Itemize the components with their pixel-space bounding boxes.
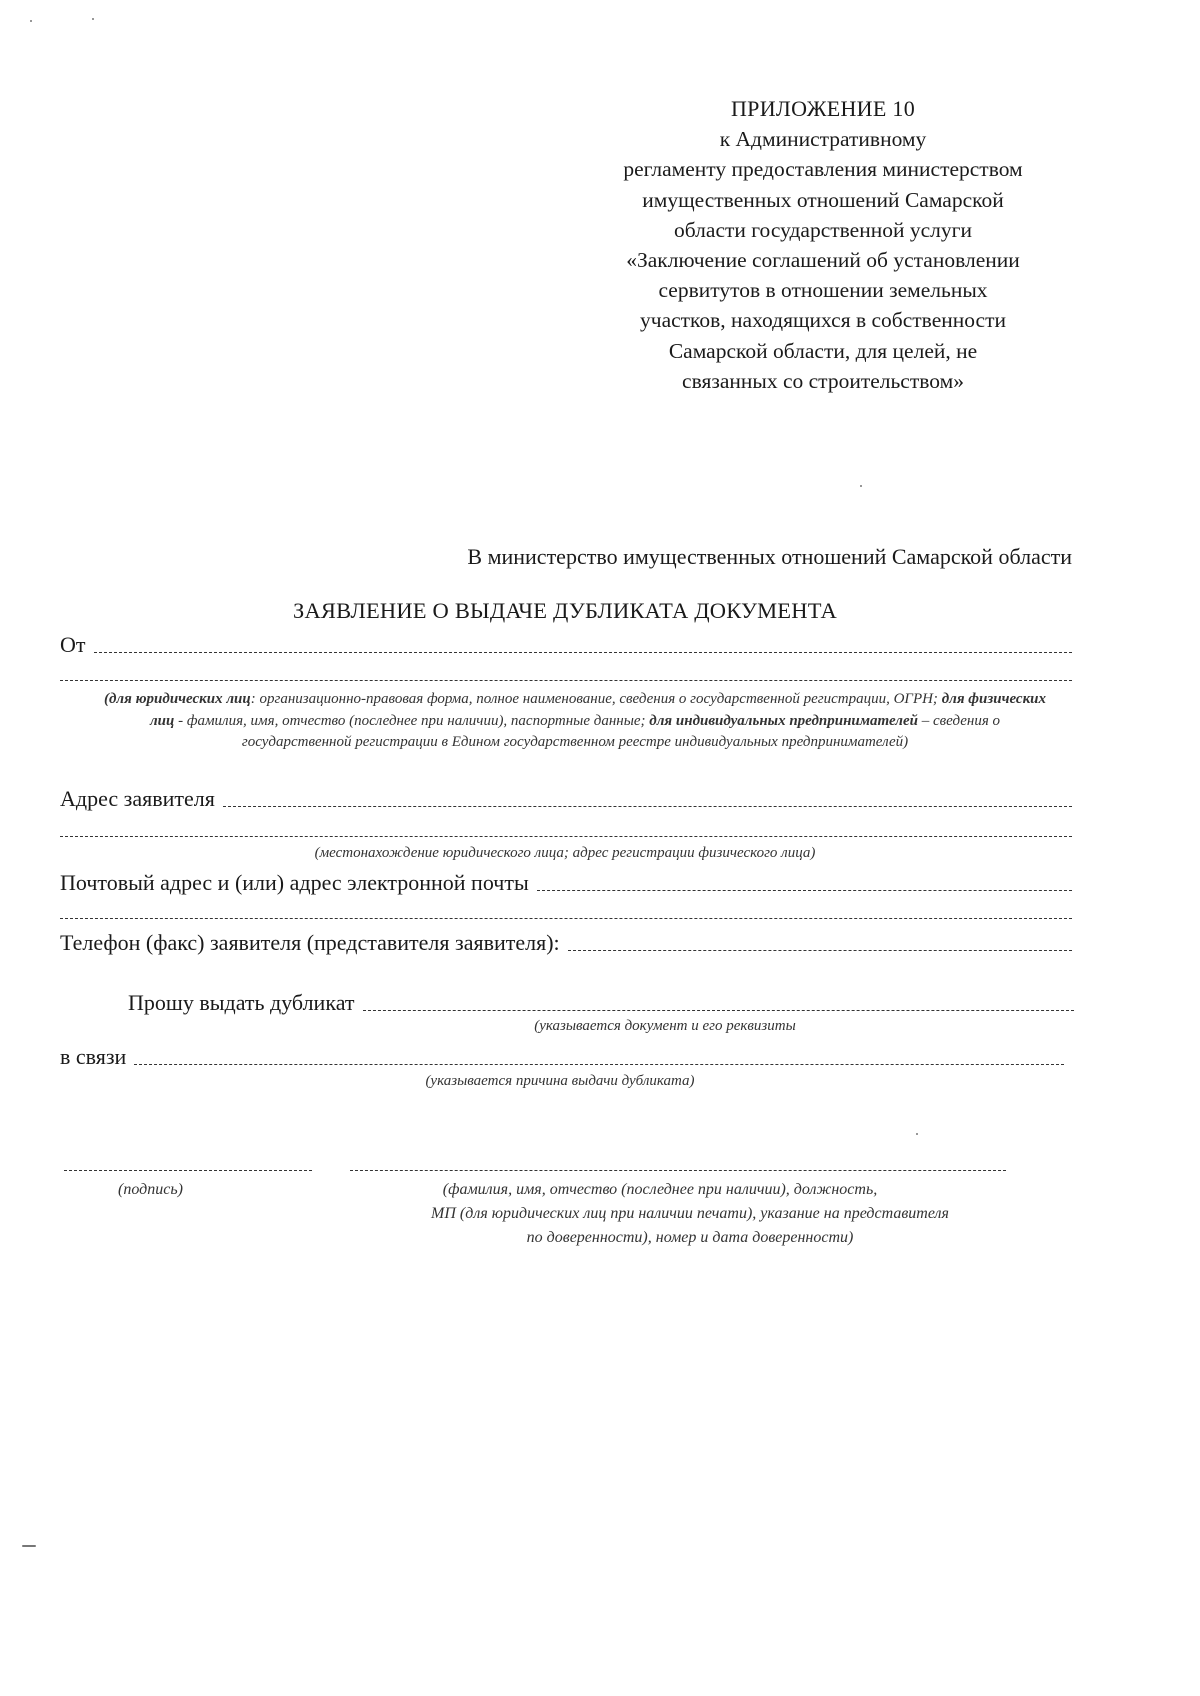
- applicant-address-field-continuation[interactable]: [60, 836, 1072, 837]
- appendix-line: «Заключение соглашений об установлении: [626, 248, 1020, 273]
- scan-speck: [860, 485, 862, 487]
- postal-address-field-continuation[interactable]: [60, 918, 1072, 919]
- document-title: ЗАЯВЛЕНИЕ О ВЫДАЧЕ ДУБЛИКАТА ДОКУМЕНТА: [293, 598, 837, 623]
- reason-label: в связи: [60, 1044, 127, 1069]
- appendix-title: ПРИЛОЖЕНИЕ 10: [730, 96, 916, 121]
- hint-text-legal: : организационно-правовая форма, полное наименование, сведения о государственной регистрации, ОГРН;: [250, 691, 942, 707]
- appendix-line: сервитутов в отношении земельных: [658, 278, 988, 303]
- appendix-line: области государственной услуги: [674, 217, 972, 242]
- postal-address-row: [60, 866, 1072, 896]
- name-position-caption-line: (фамилия, имя, отчество (последнее при наличии), должность,: [442, 1181, 878, 1198]
- postal-address-label: Почтовый адрес и (или) адрес электронной почты: [60, 870, 529, 895]
- reason-row: [60, 1040, 1064, 1070]
- appendix-line: участков, находящихся в собственности: [640, 308, 1006, 333]
- reason-field[interactable]: [134, 1064, 1064, 1065]
- scan-speck: [92, 18, 94, 20]
- from-hint: [95, 689, 1055, 754]
- from-row: [60, 628, 1072, 658]
- hint-text-entrepreneur: – сведения о государственной регистрации в Едином государственном реестре индивидуальных предпринимателей): [241, 712, 1001, 750]
- applicant-address-field[interactable]: [223, 806, 1072, 807]
- from-field[interactable]: [94, 652, 1072, 653]
- scan-speck: [30, 20, 32, 22]
- applicant-address-row: [60, 782, 1072, 812]
- phone-label: Телефон (факс) заявителя (представителя заявителя):: [60, 930, 560, 955]
- applicant-address-label: Адрес заявителя: [60, 786, 215, 811]
- appendix-line: имущественных отношений Самарской: [642, 187, 1004, 212]
- name-position-field[interactable]: [350, 1170, 1006, 1171]
- name-position-caption-line: МП (для юридических лиц при наличии печати), указание на представителя: [431, 1205, 949, 1222]
- from-field-continuation[interactable]: [60, 680, 1072, 681]
- request-field[interactable]: [363, 1010, 1075, 1011]
- request-label: Прошу выдать дубликат: [128, 990, 355, 1015]
- hint-text-individual: - фамилия, имя, отчество (последнее при наличии), паспортные данные;: [174, 712, 650, 729]
- reason-hint: (указывается причина выдачи дубликата): [425, 1073, 695, 1089]
- signature-field[interactable]: [64, 1170, 312, 1171]
- addressee: В министерство имущественных отношений Самарской области: [467, 544, 1072, 569]
- appendix-line: Самарской области, для целей, не: [668, 338, 978, 363]
- phone-row: [60, 926, 1072, 956]
- name-position-caption: [310, 1178, 1070, 1250]
- appendix-header: [568, 94, 1078, 396]
- signature-caption: (подпись): [118, 1181, 183, 1198]
- scan-speck: [22, 1545, 36, 1547]
- postal-address-field[interactable]: [537, 890, 1072, 891]
- hint-bold-individual: для физических лиц: [149, 691, 1047, 729]
- request-hint: (указывается документ и его реквизиты: [534, 1018, 796, 1034]
- from-label: От: [60, 632, 86, 657]
- scan-speck: [916, 1133, 918, 1135]
- name-position-caption-line: по доверенности), номер и дата доверенности): [526, 1229, 854, 1246]
- appendix-line: связанных со строительством»: [682, 368, 964, 393]
- appendix-line: регламенту предоставления министерством: [623, 157, 1023, 182]
- request-row: [128, 986, 1074, 1016]
- hint-bold-legal: (для юридических лиц: [103, 691, 251, 707]
- phone-field[interactable]: [568, 950, 1072, 951]
- applicant-address-hint: (местонахождение юридического лица; адрес регистрации физического лица): [314, 845, 816, 861]
- appendix-line: к Административному: [719, 127, 927, 152]
- hint-bold-entrepreneur: для индивидуальных предпринимателей: [649, 712, 918, 729]
